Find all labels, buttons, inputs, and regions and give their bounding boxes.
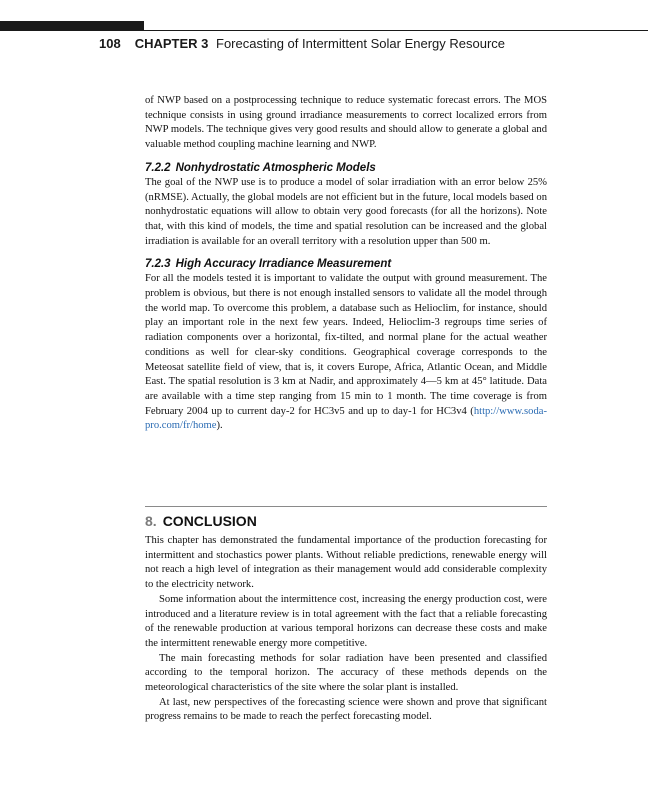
conclusion-heading [145,513,257,529]
soda-pro-link[interactable]: http://www.soda-pro.com/fr/home [145,405,547,432]
conclusion-paragraph: At last, new perspectives of the forecasting science were shown and prove that significant progress remains to be made to reach the perfect forecasting model. [145,696,547,723]
section-7-2-3-title: High Accuracy Irradiance Measurement [175,258,392,271]
section-7-2-2-paragraph: The goal of the NWP use is to produce a model of solar irradiation with an error below 25% (nRMSE). Actually, the global models are not efficient but in the future, local models based on nonhydrostatic equations will allow to obtain very good forecasts (for all the horizons). Note that, with this kind of models, the time and spatial resolution can be increased and the global irradiation is available for an overall territory with a resolution upper than 500 m. [145,176,547,247]
section-7-2-2-title: Nonhydrostatic Atmospheric Models [175,161,376,174]
section-7-2-3-text: For all the models tested it is important to validate the output with ground measurement. The problem is obvious, but there is not enough installed sensors to validate all the model through the world map. To overcome this problem, a database such as Helioclim, for instance, should play an important role in the next few years. Indeed, Helioclim-3 regroups time series of radiation components over a horizontal, fix-tilted, and normal plane for the actual weather conditions as well for clear-sky conditions. Geographical coverage corresponds to the Meteosat satellite field of view, that is, it covers Europe, Africa, Atlantic Ocean, and Middle East. The spatial resolution is 3 km at Nadir, and approximately 4—5 km at 45° latitude. Data are available with a time step ranging from 15 min to 1 month. The time coverage is from February 2004 up to current day-2 for HC3v5 and up to day-1 for HC3v4 ( [145,273,547,417]
header-rule [144,30,648,31]
intro-paragraph: of NWP based on a postprocessing technique to reduce systematic forecast errors. The MOS technique consists in using ground irradiance measurements to correct localized errors from NWP models. The technique gives very good results and should allow to generate a global and valuable method coupling machine learning and NWP. [145,95,547,151]
conclusion-paragraph: This chapter has demonstrated the fundamental importance of the production forecasting for intermittent and stochastics power plants. Without reliable predictions, renewable energy will not reach a high level of integration as their management would add considerable complexity to the electricity network. [145,535,547,591]
section-7-2-3-number: 7.2.3 [145,258,171,271]
conclusion-paragraph: Some information about the intermittence cost, increasing the energy production cost, were introduced and a literature review is in total agreement with the fact that a reliable forecasting of the renewable production at various temporal horizons can decrease these costs and make the intermittent renewable energy more competitive. [145,593,547,649]
section-divider [145,506,547,507]
section-7-2-3-paragraph [145,272,547,434]
section-7-2-2-number: 7.2.2 [145,161,171,174]
running-header [99,36,505,51]
page-number: 108 [99,36,121,51]
conclusion-content [145,534,547,725]
section-7-2-3-heading [145,257,547,272]
header-bar [0,21,144,31]
conclusion-number: 8. [145,513,157,529]
conclusion-paragraph: The main forecasting methods for solar radiation have been presented and classified according to the temporal horizon. The accuracy of these methods depends on the meteorological characteristics of the site where the solar plant is installed. [145,652,547,694]
section-7-2-3-text-end: ). [216,420,223,432]
main-content [145,94,547,434]
section-7-2-2-heading [145,161,547,176]
chapter-title: Forecasting of Intermittent Solar Energy Resource [216,36,506,51]
conclusion-title: CONCLUSION [162,513,257,529]
chapter-label: CHAPTER 3 [134,36,209,51]
